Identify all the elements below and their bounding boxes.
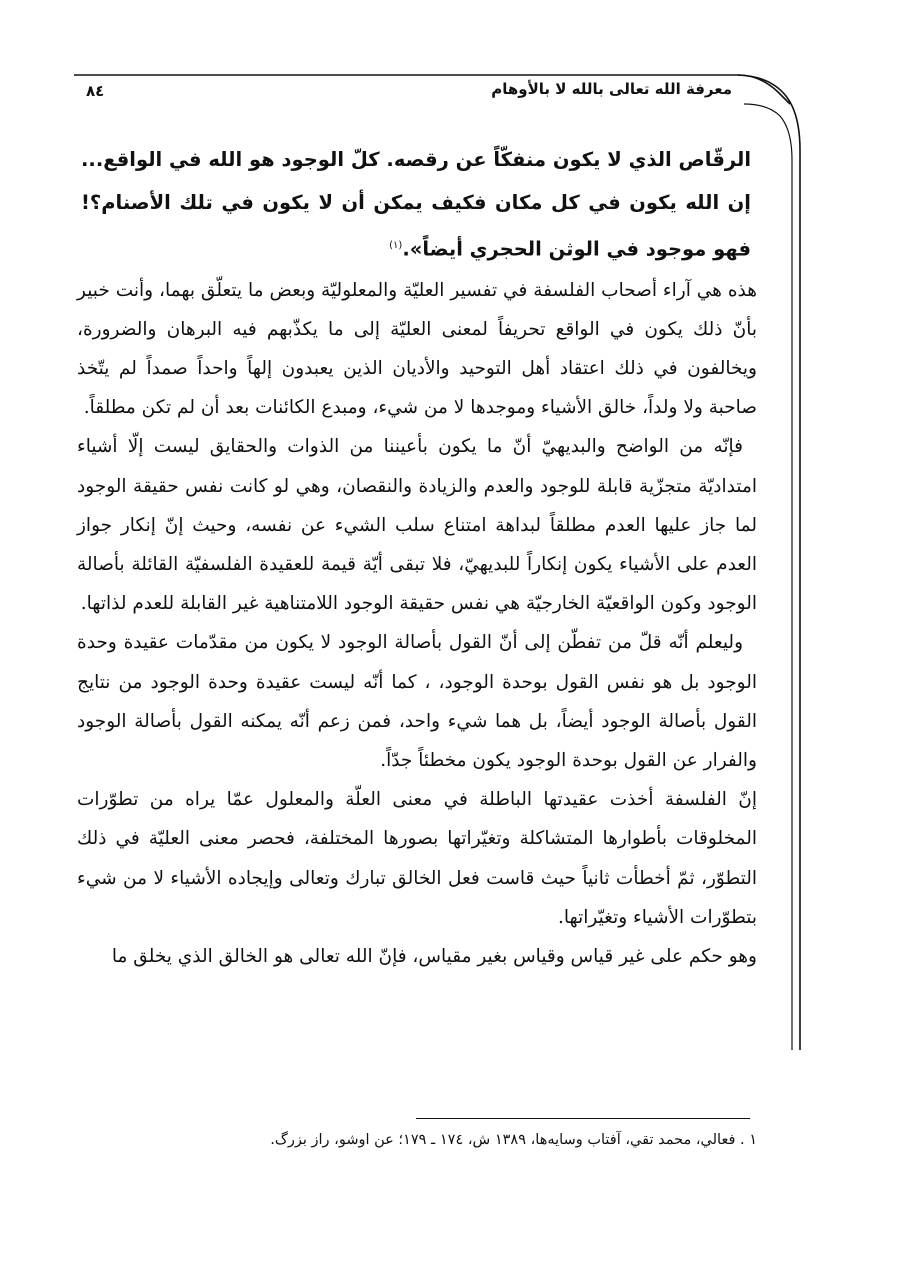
paragraph-1: هذه هي آراء أصحاب الفلسفة في تفسير العليّة والمعلوليّة وبعض ما يتعلّق بهما، وأنت خبير بأنّ ذلك يكون في الواقع تحريفاً لمعنى العليّة إلى ما يكذّبهم فيه البرهان والضرورة، ويخالفون في ذلك اعتقاد أهل التوحيد والأديان الذين يعبدون إلهاً واحداً صمداً لم يتّخذ صاحبة ولا ولداً، خالق الأشياء وموجدها لا من شيء، ومبدع الكائنات بعد أن لم تكن مطلقاً.: [77, 279, 757, 419]
paragraph-3: وليعلم أنّه قلّ من تفطّن إلى أنّ القول بأصالة الوجود لا يكون من مقدّمات عقيدة وحدة الوجود بل هو نفس القول بوحدة الوجود، ، كما أنّه ليست عقيدة وحدة الوجود من نتايج القول بأصالة الوجود أيضاً، بل هما شيء واحد، فمن زعم أنّه يمكنه القول بأصالة الوجود والفرار عن القول بوحدة الوجود يكون مخطئاً جدّاً.: [77, 632, 757, 771]
main-text: [77, 138, 757, 976]
running-title: معرفة الله تعالى بالله لا بالأوهام: [491, 80, 732, 98]
footnote-ref[interactable]: (١): [389, 240, 403, 251]
paragraph-4: إنّ الفلسفة أخذت عقيدتها الباطلة في معنى العلّة والمعلول عمّا يراه من تطوّرات المخلوقات بأطوارها المتشاكلة وتغيّراتها بصورها المختلفة، فحصر معنى العليّة في ذلك التطوّر، ثمّ أخطأت ثانياً حيث قاست فعل الخالق تبارك وتعالى وإيجاده الأشياء لا من شيء بتطوّرات الأشياء وتغيّراتها.: [77, 789, 757, 928]
quote-text: الرقّاص الذي لا يكون منفكّاً عن رقصه. كلّ الوجود هو الله في الواقع... إن الله يكون في كل مكان فكيف يمكن أن لا يكون في تلك الأصنام؟! فهو موجود في الوثن الحجري أيضاً».: [81, 148, 751, 261]
page-number: ٨٤: [86, 82, 105, 100]
quote-paragraph: [77, 138, 757, 271]
paragraph-2: فإنّه من الواضح والبديهيّ أنّ ما يكون بأعيننا من الذوات والحقايق ليست إلّا أشياء امتداديّة متجزّية قابلة للوجود والعدم والزيادة والنقصان، وهي لو كانت نفس حقيقة الوجود لما جاز عليها العدم مطلقاً لبداهة امتناع سلب الشيء عن نفسه، وحيث إنّ إنكار جواز العدم على الأشياء يكون إنكاراً للبديهيّ، فلا تبقى أيّة قيمة للعقيدة الفلسفيّة القائلة بأصالة الوجود وكون الواقعيّة الخارجيّة هي نفس حقيقة الوجود اللامتناهية غير القابلة للعدم لذاتها.: [77, 436, 757, 615]
footnote: ١ . فعالي، محمد تقي، آفتاب وسايه‌ها، ١٣٨٩ ش، ١٧٤ ـ ١٧٩؛ عن اوشو، راز بزرگ.: [270, 1132, 757, 1148]
paragraph-5: وهو حكم على غير قياس وقياس بغير مقياس، فإنّ الله تعالى هو الخالق الذي يخلق ما: [111, 945, 757, 967]
footnote-divider: [416, 1118, 750, 1119]
